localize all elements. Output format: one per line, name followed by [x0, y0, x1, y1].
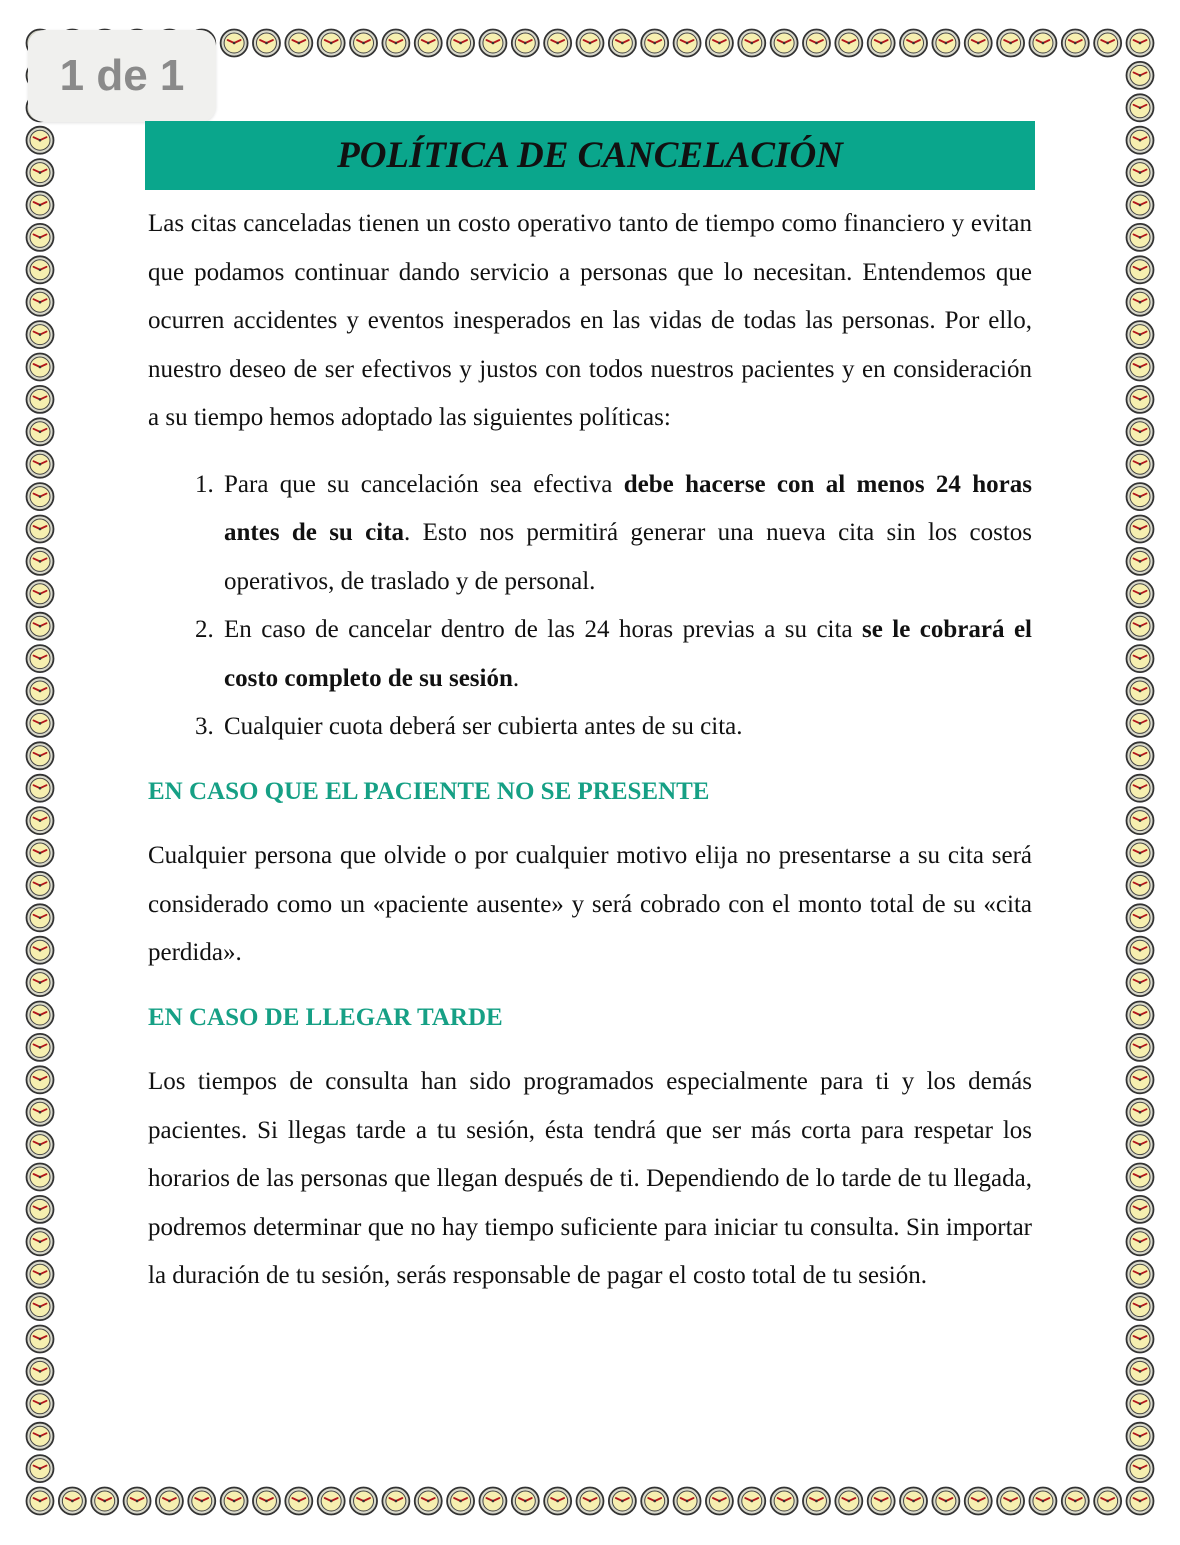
- clock-icon: [1127, 807, 1154, 834]
- late-arrival-paragraph: Los tiempos de consulta han sido programados especialmente para ti y los demás pacientes. Si llegas tarde a tu sesión, ésta tendrá que ser más corta para respetar los horarios de las personas que llegan después de ti. Dependiendo de lo tarde de tu llegada, podremos determinar que no hay tiempo suficiente para iniciar tu consulta. Sin importar la duración de tu sesión, serás responsable de pagar el costo total de tu sesión.: [148, 1068, 1032, 1289]
- clock-icon: [1127, 1423, 1154, 1450]
- clock-icon: [124, 1488, 151, 1515]
- clock-icon: [1029, 30, 1056, 57]
- clock-icon: [1127, 451, 1154, 478]
- title-banner: [145, 121, 1035, 190]
- clock-icon: [27, 1196, 54, 1223]
- clock-icon: [835, 1488, 862, 1515]
- clock-icon: [1127, 256, 1154, 283]
- clock-icon: [1127, 613, 1154, 640]
- clock-icon: [1127, 516, 1154, 543]
- clock-icon: [1127, 192, 1154, 219]
- clock-icon: [27, 710, 54, 737]
- clock-icon: [27, 224, 54, 251]
- clock-icon: [1127, 548, 1154, 575]
- clock-icon: [27, 580, 54, 607]
- clock-icon: [27, 678, 54, 705]
- clock-icon: [27, 256, 54, 283]
- clock-icon: [771, 1488, 798, 1515]
- clock-icon: [997, 30, 1024, 57]
- clock-icon: [27, 742, 54, 769]
- clock-icon: [544, 30, 571, 57]
- clock-icon: [27, 1455, 54, 1482]
- clock-icon: [27, 321, 54, 348]
- clock-icon: [27, 516, 54, 543]
- clock-icon: [27, 1326, 54, 1353]
- clock-icon: [91, 1488, 118, 1515]
- clock-icon: [1127, 775, 1154, 802]
- clock-icon: [1127, 483, 1154, 510]
- clock-icon: [27, 451, 54, 478]
- policy-item: 3. Cualquier cuota deberá ser cubierta antes de su cita.: [220, 703, 1032, 752]
- clock-icon: [382, 1488, 409, 1515]
- clock-icon: [27, 1002, 54, 1029]
- clock-icon: [803, 30, 830, 57]
- clock-icon: [350, 30, 377, 57]
- clock-icon: [965, 30, 992, 57]
- clock-icon: [27, 483, 54, 510]
- policy-item: 2. En caso de cancelar dentro de las 24 horas previas a su cita se le cobrará el costo completo de su sesión.: [220, 606, 1032, 703]
- clock-icon: [1127, 418, 1154, 445]
- clock-icon: [27, 289, 54, 316]
- clock-icon: [965, 1488, 992, 1515]
- document-title: POLÍTICA DE CANCELACIÓN: [337, 135, 843, 176]
- clock-icon: [1127, 386, 1154, 413]
- clock-icon: [1127, 289, 1154, 316]
- clock-icon: [1127, 94, 1154, 121]
- clock-icon: [1127, 1390, 1154, 1417]
- clock-icon: [1062, 1488, 1089, 1515]
- clock-icon: [738, 1488, 765, 1515]
- clock-icon: [27, 1228, 54, 1255]
- clock-icon: [1127, 1326, 1154, 1353]
- clock-icon: [544, 1488, 571, 1515]
- clock-icon: [577, 30, 604, 57]
- clock-icon: [479, 30, 506, 57]
- clock-icon: [285, 1488, 312, 1515]
- clock-icon: [221, 30, 248, 57]
- clock-icon: [1127, 1002, 1154, 1029]
- clock-icon: [1127, 1358, 1154, 1385]
- clock-icon: [1127, 1196, 1154, 1223]
- clock-icon: [1094, 30, 1121, 57]
- clock-icon: [512, 30, 539, 57]
- clock-icon: [27, 840, 54, 867]
- clock-icon: [27, 807, 54, 834]
- clock-icon: [1062, 30, 1089, 57]
- clock-icon: [1094, 1488, 1121, 1515]
- clock-icon: [1127, 1488, 1154, 1515]
- clock-icon: [1127, 159, 1154, 186]
- clock-icon: [577, 1488, 604, 1515]
- clock-icon: [27, 159, 54, 186]
- clock-icon: [1127, 1228, 1154, 1255]
- late-arrival-heading: EN CASO DE LLEGAR TARDE: [148, 1003, 503, 1031]
- clock-icon: [771, 30, 798, 57]
- clock-icon: [479, 1488, 506, 1515]
- clock-icon: [447, 1488, 474, 1515]
- clock-icon: [27, 386, 54, 413]
- clock-icon: [1127, 1164, 1154, 1191]
- clock-icon: [1127, 678, 1154, 705]
- clock-icon: [285, 30, 312, 57]
- clock-icon: [447, 30, 474, 57]
- clock-icon: [1127, 62, 1154, 89]
- clock-icon: [27, 1099, 54, 1126]
- clock-icon: [27, 1358, 54, 1385]
- document-body: [148, 200, 1032, 1301]
- clock-icon: [868, 30, 895, 57]
- clock-icon: [1127, 1066, 1154, 1093]
- clock-icon: [900, 30, 927, 57]
- clock-icon: [835, 30, 862, 57]
- clock-icon: [27, 904, 54, 931]
- clock-icon: [932, 30, 959, 57]
- page-indicator: 1 de 1: [28, 30, 216, 122]
- clock-icon: [27, 969, 54, 996]
- clock-icon: [27, 418, 54, 445]
- clock-icon: [1127, 904, 1154, 931]
- clock-icon: [318, 30, 345, 57]
- clock-icon: [27, 1164, 54, 1191]
- clock-icon: [27, 613, 54, 640]
- clock-icon: [27, 1066, 54, 1093]
- clock-icon: [27, 1131, 54, 1158]
- clock-icon: [512, 1488, 539, 1515]
- clock-icon: [27, 127, 54, 154]
- clock-icon: [382, 30, 409, 57]
- clock-icon: [1127, 1131, 1154, 1158]
- clock-icon: [253, 1488, 280, 1515]
- clock-icon: [156, 1488, 183, 1515]
- clock-icon: [1127, 969, 1154, 996]
- clock-icon: [932, 1488, 959, 1515]
- clock-icon: [641, 1488, 668, 1515]
- clock-icon: [1127, 354, 1154, 381]
- clock-icon: [868, 1488, 895, 1515]
- clock-icon: [27, 354, 54, 381]
- clock-icon: [27, 1488, 54, 1515]
- clock-icon: [900, 1488, 927, 1515]
- clock-icon: [415, 30, 442, 57]
- clock-icon: [27, 192, 54, 219]
- clock-icon: [27, 645, 54, 672]
- clock-icon: [803, 1488, 830, 1515]
- clock-icon: [1127, 1034, 1154, 1061]
- clock-icon: [1127, 321, 1154, 348]
- clock-icon: [27, 1423, 54, 1450]
- policy-item: 1. Para que su cancelación sea efectiva debe hacerse con al menos 24 horas antes de su cita. Esto nos permitirá generar una nueva cita sin los costos operativos, de traslado y de personal.: [220, 461, 1032, 607]
- clock-icon: [674, 30, 701, 57]
- clock-icon: [1127, 224, 1154, 251]
- clock-icon: [706, 30, 733, 57]
- clock-icon: [609, 30, 636, 57]
- clock-icon: [706, 1488, 733, 1515]
- policy-list: [148, 461, 1032, 752]
- clock-icon: [27, 872, 54, 899]
- clock-icon: [997, 1488, 1024, 1515]
- clock-icon: [27, 937, 54, 964]
- clock-icon: [1127, 1293, 1154, 1320]
- clock-icon: [1127, 127, 1154, 154]
- no-show-heading: EN CASO QUE EL PACIENTE NO SE PRESENTE: [148, 777, 710, 805]
- clock-icon: [27, 1293, 54, 1320]
- clock-icon: [1127, 937, 1154, 964]
- clock-icon: [415, 1488, 442, 1515]
- clock-icon: [1127, 872, 1154, 899]
- clock-icon: [1127, 645, 1154, 672]
- clock-icon: [1127, 742, 1154, 769]
- clock-icon: [1127, 30, 1154, 57]
- clock-icon: [609, 1488, 636, 1515]
- clock-icon: [738, 30, 765, 57]
- clock-icon: [1127, 710, 1154, 737]
- clock-icon: [221, 1488, 248, 1515]
- clock-icon: [1029, 1488, 1056, 1515]
- clock-icon: [641, 30, 668, 57]
- clock-icon: [27, 548, 54, 575]
- clock-icon: [188, 1488, 215, 1515]
- clock-icon: [1127, 1099, 1154, 1126]
- clock-icon: [318, 1488, 345, 1515]
- clock-icon: [27, 1261, 54, 1288]
- clock-icon: [350, 1488, 377, 1515]
- clock-icon: [1127, 580, 1154, 607]
- clock-icon: [27, 1034, 54, 1061]
- no-show-paragraph: Cualquier persona que olvide o por cualquier motivo elija no presentarse a su cita será considerado como un «paciente ausente» y será cobrado con el monto total de su «cita perdida».: [148, 842, 1032, 966]
- clock-icon: [27, 1390, 54, 1417]
- clock-icon: [27, 775, 54, 802]
- clock-icon: [1127, 840, 1154, 867]
- clock-icon: [59, 1488, 86, 1515]
- intro-paragraph: Las citas canceladas tienen un costo operativo tanto de tiempo como financiero y evitan que podamos continuar dando servicio a personas que lo necesitan. Entendemos que ocurren accidentes y eventos inesperados en las vidas de todas las personas. Por ello, nuestro deseo de ser efectivos y justos con todos nuestros pacientes y en consideración a su tiempo hemos adoptado las siguientes políticas:: [148, 210, 1032, 431]
- clock-icon: [674, 1488, 701, 1515]
- clock-icon: [253, 30, 280, 57]
- clock-icon: [1127, 1455, 1154, 1482]
- clock-icon: [1127, 1261, 1154, 1288]
